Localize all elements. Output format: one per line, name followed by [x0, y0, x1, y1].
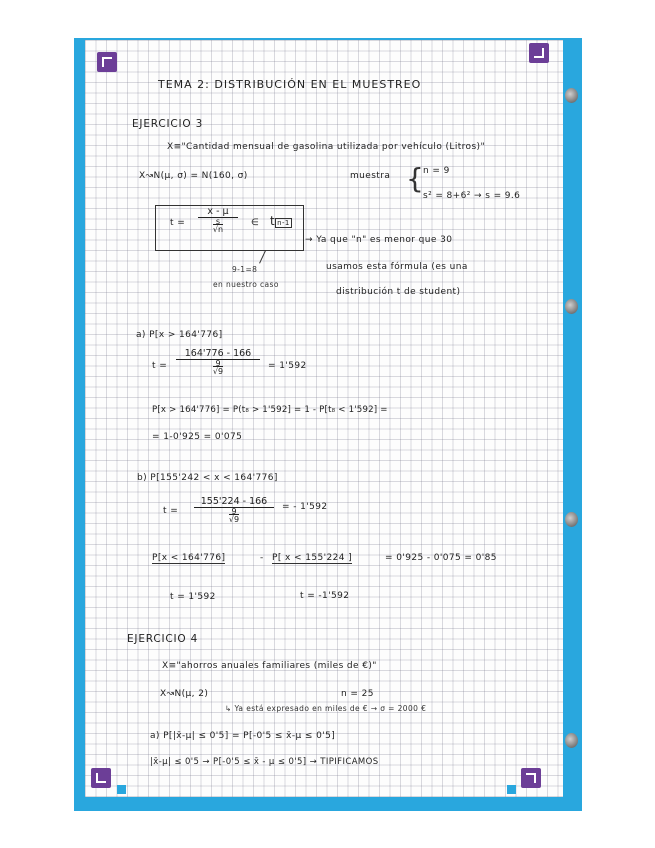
part-a-equation-2: = 1-0'925 = 0'075	[152, 432, 243, 442]
part-b-probability: b) P[155'242 < x < 164'776]	[137, 473, 278, 483]
part-a-equation-1: P[x > 164'776] = P(t₈ > 1'592] = 1 - P[t₈ < 1'592] =	[152, 405, 388, 415]
units-note: ↳ Ya está expresado en miles de € → σ = 2000 €	[225, 704, 427, 713]
sample-size: n = 9	[423, 166, 450, 176]
fraction-denominator-rootn: √9	[228, 515, 240, 525]
part-a-probability: a) P[x > 164'776]	[136, 330, 223, 340]
fraction-denominator-s: s	[215, 217, 221, 226]
part-b-t-lhs: t =	[163, 506, 179, 516]
brace-icon: {	[406, 162, 425, 195]
corner-square-icon	[507, 785, 516, 794]
binder-hole-icon	[565, 733, 578, 748]
fraction-denominator-rootn: √9	[212, 367, 224, 377]
part-b-right-term: P[ x < 155'224 ]	[272, 553, 352, 563]
fraction-denominator	[229, 508, 239, 525]
binder-hole-icon	[565, 299, 578, 314]
fraction-numerator: 155'224 - 166	[200, 496, 268, 507]
t-formula-fraction	[198, 206, 238, 235]
muestra-label: muestra	[350, 171, 391, 181]
notebook-logo-icon	[91, 768, 111, 788]
variable-definition-4: X≡"ahorros anuales familiares (miles de €)"	[162, 661, 377, 671]
note-line-3: distribución t de student)	[336, 287, 461, 297]
binder-hole-icon	[565, 512, 578, 527]
fraction-denominator	[213, 360, 223, 377]
notebook-page	[85, 40, 563, 797]
t-distribution-letter: t	[270, 214, 276, 228]
fraction-denominator-s: 9	[215, 359, 221, 368]
page-title: TEMA 2: DISTRIBUCIÓN EN EL MUESTREO	[158, 78, 422, 91]
exercise-3-heading: EJERCICIO 3	[132, 118, 204, 130]
notebook-logo-icon	[529, 43, 549, 63]
corner-square-icon	[117, 785, 126, 794]
note-line-2: usamos esta fórmula (es una	[326, 262, 468, 272]
part-b-t-result: = - 1'592	[282, 502, 328, 512]
distribution-model: X↝N(μ, σ) = N(160, σ)	[139, 171, 248, 181]
fraction-denominator-s: 9	[231, 507, 237, 516]
part-a-t-lhs: t =	[152, 361, 168, 371]
part-a-4-line-1: a) P[|x̄-μ| ≤ 0'5] = P[-0'5 ≤ x̄-μ ≤ 0'5]	[150, 731, 336, 741]
notebook-logo-icon	[521, 768, 541, 788]
part-b-t-negative: t = -1'592	[300, 591, 350, 601]
note-line-1: → Ya que "n" es menor que 30	[305, 235, 453, 245]
binder-hole-icon	[565, 88, 578, 103]
part-b-minus: -	[260, 553, 264, 563]
notebook-logo-icon	[97, 52, 117, 72]
t-distribution-subscript: n-1	[277, 219, 290, 227]
part-a-t-fraction	[176, 348, 260, 377]
variable-definition: X≡"Cantidad mensual de gasolina utilizada por vehículo (Litros)"	[167, 142, 486, 152]
degrees-of-freedom-note: 9-1=8	[232, 265, 258, 274]
part-b-t-positive: t = 1'592	[170, 592, 216, 602]
distribution-model-4: X↝N(μ, 2)	[160, 689, 209, 699]
fraction-denominator-rootn: √n	[212, 225, 224, 235]
exercise-4-heading: EJERCICIO 4	[127, 633, 199, 645]
part-a-t-result: = 1'592	[268, 361, 307, 371]
part-b-left-term: P[x < 164'776]	[152, 553, 226, 563]
fraction-denominator	[213, 218, 223, 235]
part-b-result: = 0'925 - 0'075 = 0'85	[385, 553, 497, 563]
element-of-symbol: ∈	[251, 218, 260, 228]
degrees-of-freedom-note-2: en nuestro caso	[213, 280, 279, 289]
part-b-t-fraction	[194, 496, 274, 525]
fraction-numerator: x - μ	[207, 206, 229, 217]
fraction-numerator: 164'776 - 166	[184, 348, 252, 359]
t-distribution-symbol	[270, 214, 292, 228]
sample-variance: s² = 8+6² → s = 9.6	[423, 191, 521, 201]
t-formula-lhs: t =	[170, 218, 186, 228]
sample-size-4: n = 25	[341, 689, 374, 699]
part-a-4-line-2: |x̄-μ| ≤ 0'5 → P[-0'5 ≤ x̄ - μ ≤ 0'5] → TIPIFICAMOS	[150, 757, 379, 767]
